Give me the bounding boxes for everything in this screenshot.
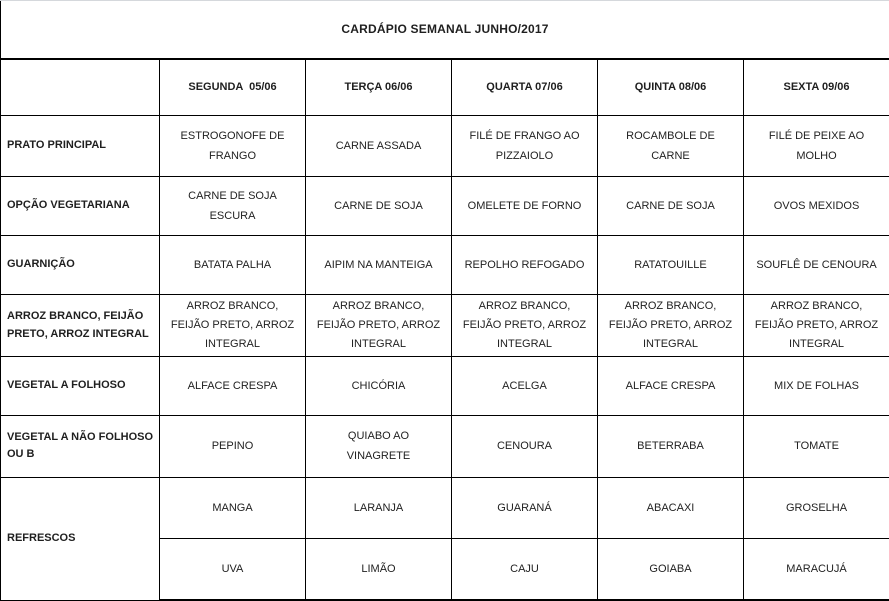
menu-cell: CARNE DE SOJA bbox=[598, 177, 744, 235]
table-row-arroz-feijao bbox=[1, 295, 889, 357]
menu-cell: LIMÃO bbox=[306, 539, 452, 601]
row-label-refrescos: REFRESCOS bbox=[1, 477, 160, 600]
day-header-sexta: SEXTA 09/06 bbox=[744, 59, 889, 115]
page-title: CARDÁPIO SEMANAL JUNHO/2017 bbox=[1, 1, 889, 59]
menu-cell: CHICÓRIA bbox=[306, 356, 452, 415]
menu-cell: OMELETE DE FORNO bbox=[452, 177, 598, 235]
table-row-vegetal-nao-folhoso bbox=[1, 416, 889, 477]
menu-cell: LARANJA bbox=[306, 477, 452, 538]
menu-cell: ARROZ BRANCO, FEIJÃO PRETO, ARROZ INTEGRAL bbox=[452, 295, 598, 357]
menu-cell: CARNE ASSADA bbox=[306, 115, 452, 176]
row-label-vegetal-nao-folhoso: VEGETAL A NÃO FOLHOSO OU B bbox=[1, 416, 160, 477]
menu-cell: AIPIM NA MANTEIGA bbox=[306, 235, 452, 294]
day-header-segunda: SEGUNDA 05/06 bbox=[160, 59, 306, 115]
menu-cell: ACELGA bbox=[452, 356, 598, 415]
menu-cell: ARROZ BRANCO, FEIJÃO PRETO, ARROZ INTEGRAL bbox=[306, 295, 452, 357]
table-row-prato-principal bbox=[1, 115, 889, 176]
menu-cell: BETERRABA bbox=[598, 416, 744, 477]
menu-cell: REPOLHO REFOGADO bbox=[452, 235, 598, 294]
menu-cell: MARACUJÁ bbox=[744, 539, 889, 601]
menu-cell: MIX DE FOLHAS bbox=[744, 356, 889, 415]
row-label-guarnicao: GUARNIÇÃO bbox=[1, 235, 160, 294]
table-row-guarnicao bbox=[1, 235, 889, 294]
title-row bbox=[1, 1, 889, 59]
menu-cell: PEPINO bbox=[160, 416, 306, 477]
menu-cell: GROSELHA bbox=[744, 477, 889, 538]
menu-cell: GUARANÁ bbox=[452, 477, 598, 538]
menu-cell: MANGA bbox=[160, 477, 306, 538]
menu-cell: SOUFLÊ DE CENOURA bbox=[744, 235, 889, 294]
menu-cell: ARROZ BRANCO, FEIJÃO PRETO, ARROZ INTEGRAL bbox=[598, 295, 744, 357]
menu-cell: ARROZ BRANCO, FEIJÃO PRETO, ARROZ INTEGRAL bbox=[744, 295, 889, 357]
day-header-quarta: QUARTA 07/06 bbox=[452, 59, 598, 115]
table-header-row bbox=[1, 59, 889, 115]
row-label-opcao-vegetariana: OPÇÃO VEGETARIANA bbox=[1, 177, 160, 235]
menu-cell: CENOURA bbox=[452, 416, 598, 477]
menu-cell: ROCAMBOLE DE CARNE bbox=[598, 115, 744, 176]
menu-cell: ALFACE CRESPA bbox=[598, 356, 744, 415]
row-label-vegetal-folhoso: VEGETAL A FOLHOSO bbox=[1, 356, 160, 415]
menu-cell: OVOS MEXIDOS bbox=[744, 177, 889, 235]
table-row-refrescos-1 bbox=[1, 477, 889, 538]
menu-cell: ALFACE CRESPA bbox=[160, 356, 306, 415]
menu-cell: TOMATE bbox=[744, 416, 889, 477]
menu-cell: ABACAXI bbox=[598, 477, 744, 538]
menu-cell: CARNE DE SOJA ESCURA bbox=[160, 177, 306, 235]
menu-cell: ARROZ BRANCO, FEIJÃO PRETO, ARROZ INTEGRAL bbox=[160, 295, 306, 357]
menu-cell: GOIABA bbox=[598, 539, 744, 601]
menu-cell: RATATOUILLE bbox=[598, 235, 744, 294]
menu-cell: UVA bbox=[160, 539, 306, 601]
table-row-vegetal-folhoso bbox=[1, 356, 889, 415]
menu-cell: FILÉ DE PEIXE AO MOLHO bbox=[744, 115, 889, 176]
menu-cell: QUIABO AO VINAGRETE bbox=[306, 416, 452, 477]
menu-cell: ESTROGONOFE DE FRANGO bbox=[160, 115, 306, 176]
row-label-arroz-feijao: ARROZ BRANCO, FEIJÃO PRETO, ARROZ INTEGRAL bbox=[1, 295, 160, 357]
menu-cell: BATATA PALHA bbox=[160, 235, 306, 294]
day-header-quinta: QUINTA 08/06 bbox=[598, 59, 744, 115]
table-row-opcao-vegetariana bbox=[1, 177, 889, 235]
day-header-terca: TERÇA 06/06 bbox=[306, 59, 452, 115]
menu-cell: FILÉ DE FRANGO AO PIZZAIOLO bbox=[452, 115, 598, 176]
menu-cell: CAJU bbox=[452, 539, 598, 601]
row-label-prato-principal: PRATO PRINCIPAL bbox=[1, 115, 160, 176]
corner-cell bbox=[1, 59, 160, 115]
menu-cell: CARNE DE SOJA bbox=[306, 177, 452, 235]
